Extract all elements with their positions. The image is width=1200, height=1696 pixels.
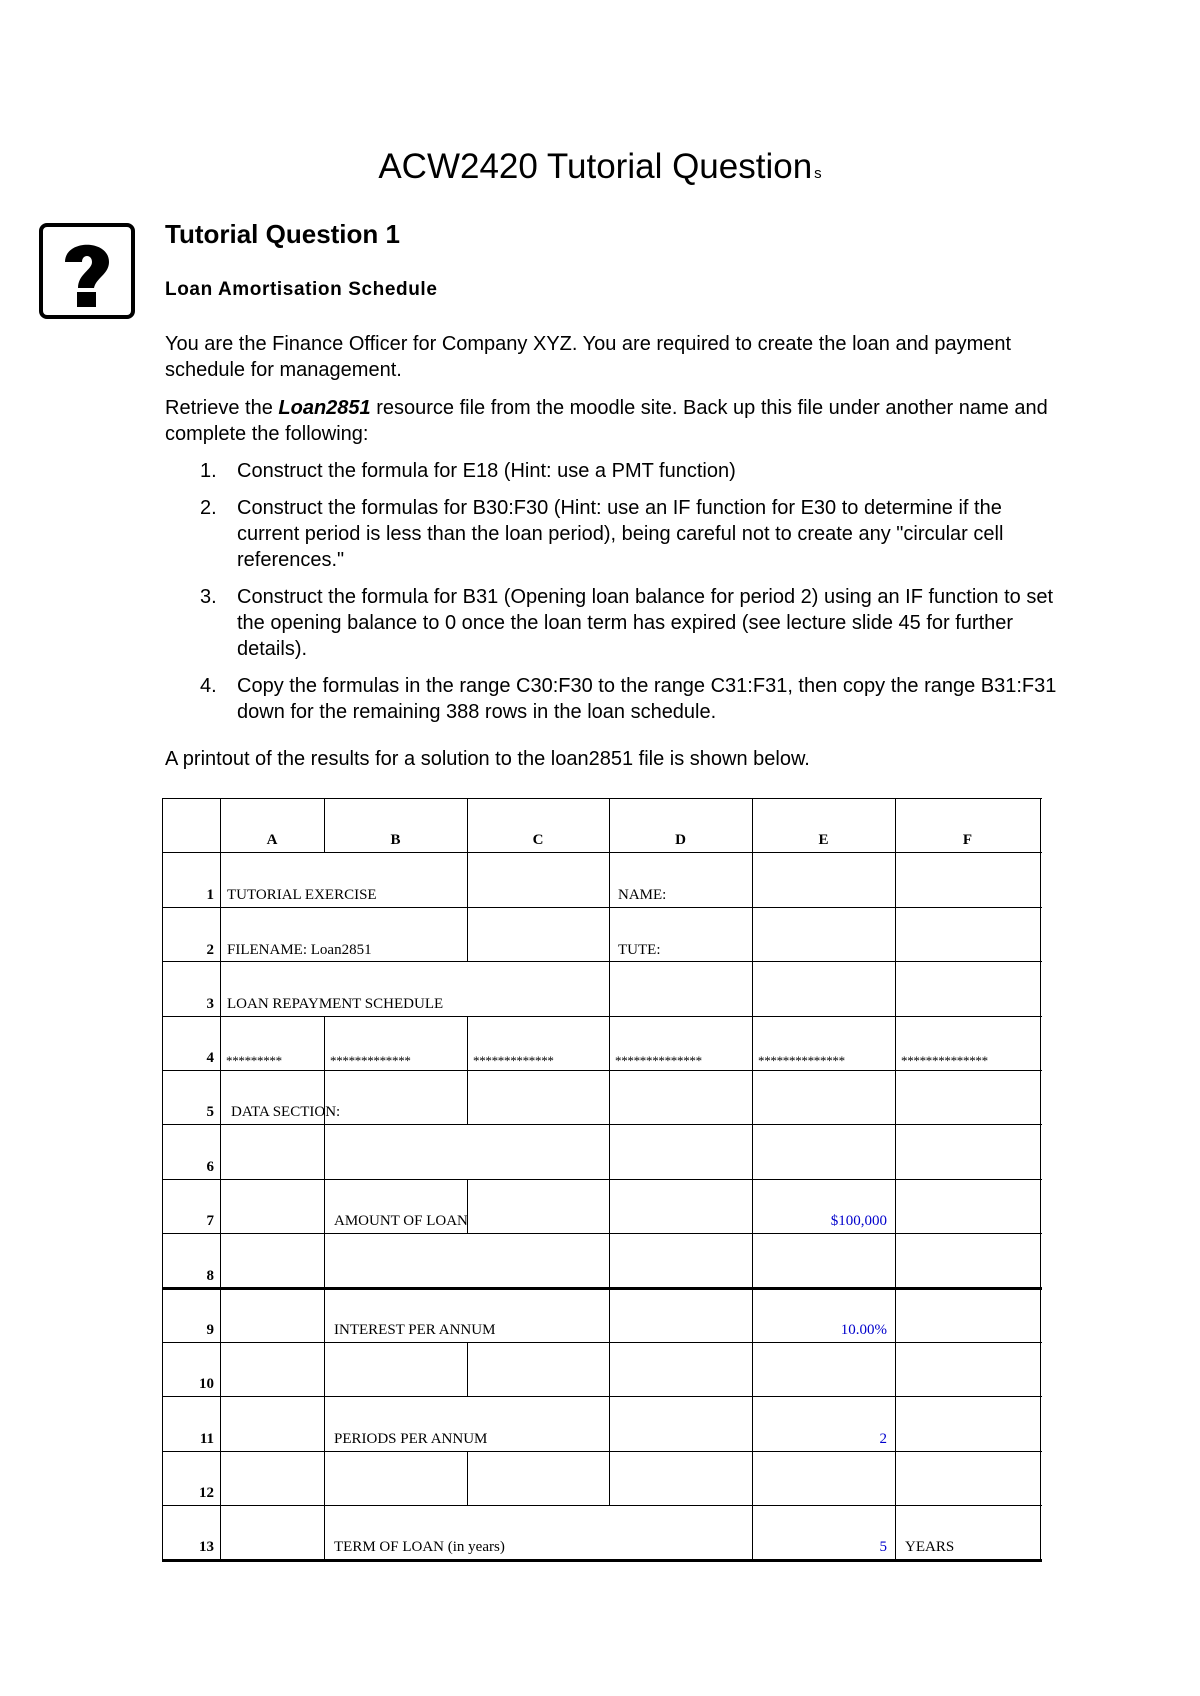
grid-line bbox=[162, 1124, 1042, 1125]
grid-line bbox=[220, 798, 221, 1561]
row-number: 1 bbox=[206, 887, 214, 903]
cell-a4: ********* bbox=[226, 1053, 282, 1068]
grid-line bbox=[467, 798, 468, 962]
grid-line bbox=[467, 1451, 468, 1506]
cell-d4: ************** bbox=[615, 1053, 702, 1068]
list-item-text: Construct the formulas for B30:F30 (Hint: use an IF function for E30 to determine if the current period is less than the loan period), being careful not to create any "circular cell references." bbox=[237, 497, 1004, 571]
row-number: 12 bbox=[199, 1485, 214, 1501]
cell-e4: ************** bbox=[758, 1053, 845, 1068]
question-mark-icon bbox=[38, 222, 136, 320]
title-main: ACW2420 Tutorial Question bbox=[378, 147, 813, 186]
cell-b7: AMOUNT OF LOAN bbox=[334, 1213, 468, 1229]
cell-b11: PERIODS PER ANNUM bbox=[334, 1431, 488, 1447]
list-item-number: 4. bbox=[200, 675, 217, 697]
column-header: E bbox=[818, 832, 829, 848]
list-item bbox=[165, 458, 1065, 484]
question-subheading: Loan Amortisation Schedule bbox=[165, 279, 438, 300]
grid-line bbox=[324, 1124, 325, 1561]
cell-c4: ************* bbox=[473, 1053, 554, 1068]
list-item-text: Construct the formula for E18 (Hint: use a PMT function) bbox=[237, 460, 736, 482]
grid-line bbox=[162, 1179, 1042, 1180]
grid-line bbox=[467, 1016, 468, 1125]
cell-d2: TUTE: bbox=[618, 942, 661, 958]
grid-line bbox=[467, 1342, 468, 1397]
column-header: A bbox=[266, 832, 278, 848]
grid-line bbox=[162, 852, 1042, 853]
grid-line bbox=[162, 1070, 1042, 1071]
row-number: 6 bbox=[206, 1159, 214, 1175]
list-item-text: Copy the formulas in the range C30:F30 to the range C31:F31, then copy the range B31:F31 down for the remaining 388 rows in the loan schedule. bbox=[237, 675, 1057, 723]
instruction-paragraph bbox=[165, 395, 1065, 447]
cell-e7: $100,000 bbox=[830, 1213, 887, 1229]
resource-file-name: Loan2851 bbox=[278, 397, 371, 419]
question-heading: Tutorial Question 1 bbox=[165, 219, 400, 249]
grid-line bbox=[162, 1559, 1042, 1562]
list-item bbox=[165, 673, 1065, 725]
cell-d1: NAME: bbox=[618, 887, 667, 903]
column-header: C bbox=[532, 832, 544, 848]
row-number: 9 bbox=[206, 1322, 214, 1338]
grid-line bbox=[162, 1505, 1042, 1506]
grid-line bbox=[162, 1342, 1042, 1343]
cell-a3: LOAN REPAYMENT SCHEDULE bbox=[227, 996, 444, 1012]
list-item-number: 1. bbox=[200, 460, 217, 482]
list-item bbox=[165, 584, 1065, 662]
cell-b13: TERM OF LOAN (in years) bbox=[334, 1539, 505, 1555]
list-item-number: 3. bbox=[200, 586, 217, 608]
cell-e9: 10.00% bbox=[840, 1322, 887, 1338]
grid-line bbox=[162, 1233, 1042, 1234]
cell-e13: 5 bbox=[879, 1539, 887, 1555]
spreadsheet-printout bbox=[162, 798, 1042, 1562]
row-number: 7 bbox=[206, 1213, 214, 1229]
cell-a5: DATA SECTION: bbox=[231, 1104, 341, 1120]
grid-line bbox=[162, 798, 1042, 799]
list-item bbox=[165, 495, 1065, 573]
grid-line bbox=[162, 1396, 1042, 1397]
task-list bbox=[165, 458, 1065, 736]
column-header: D bbox=[675, 832, 686, 848]
row-number: 5 bbox=[206, 1104, 214, 1120]
grid-line bbox=[162, 1287, 1042, 1290]
closing-paragraph: A printout of the results for a solution to the loan2851 file is shown below. bbox=[165, 748, 810, 770]
grid-line bbox=[609, 798, 610, 1506]
title-suffix: s bbox=[814, 165, 822, 182]
grid-line bbox=[1040, 798, 1041, 1561]
grid-line bbox=[162, 961, 1042, 962]
intro-paragraph: You are the Finance Officer for Company XYZ. You are required to create the loan and payment schedule for management. bbox=[165, 333, 1012, 381]
cell-f4: ************** bbox=[901, 1053, 988, 1068]
column-header: B bbox=[390, 832, 401, 848]
cell-f13: YEARS bbox=[905, 1539, 955, 1555]
cell-b9: INTEREST PER ANNUM bbox=[334, 1322, 496, 1338]
row-number: 2 bbox=[206, 942, 214, 958]
cell-a1: TUTORIAL EXERCISE bbox=[227, 887, 377, 903]
grid-line bbox=[162, 1451, 1042, 1452]
instruction-post: resource file from the moodle site. Back up this file under another name and complete the following: bbox=[165, 397, 1048, 445]
row-number: 8 bbox=[206, 1268, 214, 1284]
cell-e11: 2 bbox=[879, 1431, 887, 1447]
row-number: 4 bbox=[206, 1050, 214, 1066]
row-number: 13 bbox=[199, 1539, 214, 1555]
cell-a2: FILENAME: Loan2851 bbox=[227, 942, 372, 958]
row-number: 3 bbox=[206, 996, 214, 1012]
page-title bbox=[0, 145, 1200, 196]
row-number: 11 bbox=[199, 1431, 214, 1447]
list-item-number: 2. bbox=[200, 497, 217, 519]
row-number: 10 bbox=[199, 1376, 214, 1392]
column-header: F bbox=[962, 832, 973, 848]
grid-line bbox=[162, 1016, 1042, 1017]
list-item-text: Construct the formula for B31 (Opening loan balance for period 2) using an IF function to set the opening balance to 0 once the loan term has expired (see lecture slide 45 for further details). bbox=[237, 586, 1054, 660]
instruction-pre: Retrieve the bbox=[165, 397, 279, 419]
cell-b4: ************* bbox=[330, 1053, 411, 1068]
grid-line bbox=[162, 907, 1042, 908]
grid-line bbox=[895, 798, 896, 1561]
